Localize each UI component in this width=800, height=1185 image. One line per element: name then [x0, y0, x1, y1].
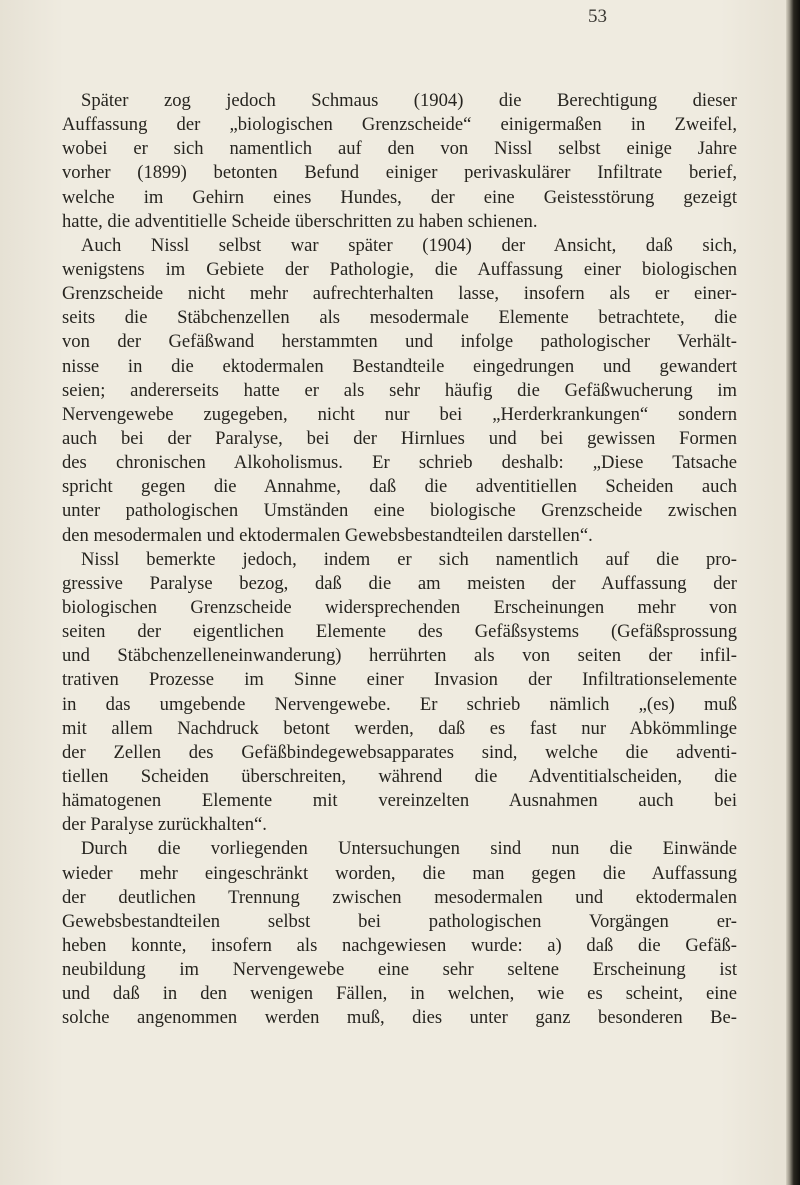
text-line: gressive Paralyse bezog, daß die am meisten der Auffassung der	[62, 572, 737, 594]
text-line: heben konnte, insofern als nachgewiesen wurde: a) daß die Gefäß-	[62, 934, 737, 956]
text-line: des chronischen Alkoholismus. Er schrieb deshalb: „Diese Tatsache	[62, 452, 737, 474]
text-line: Nissl bemerkte jedoch, indem er sich namentlich auf die pro-	[81, 548, 737, 570]
text-line: tiellen Scheiden überschreiten, während die Adventitialscheiden, die	[62, 765, 737, 787]
text-line: Später zog jedoch Schmaus (1904) die Berechtigung dieser	[81, 90, 737, 111]
text-line: und daß in den wenigen Fällen, in welchen, wie es scheint, eine	[62, 983, 737, 1005]
text-line: nisse in die ektodermalen Bestandteile eingedrungen und gewandert	[62, 355, 737, 377]
page-edge-shadow	[786, 0, 800, 1185]
text-line: spricht gegen die Annahme, daß die adventitiellen Scheiden auch	[62, 476, 737, 498]
text-line: solche angenommen werden muß, dies unter ganz besonderen Be-	[62, 1007, 737, 1029]
text-line: den mesodermalen und ektodermalen Gewebsbestandteilen darstellen“.	[62, 524, 593, 546]
text-line: Gewebsbestandteilen selbst bei pathologischen Vorgängen er-	[62, 910, 737, 932]
text-line: welche im Gehirn eines Hundes, der eine Geistesstörung gezeigt	[62, 186, 737, 208]
text-line: der Zellen des Gefäßbindegewebsapparates sind, welche die adventi-	[62, 741, 737, 763]
text-line: Auch Nissl selbst war später (1904) der Ansicht, daß sich,	[81, 234, 737, 256]
text-line: von der Gefäßwand herstammten und infolge pathologischer Verhält-	[62, 331, 737, 353]
text-line: der Paralyse zurückhalten“.	[62, 814, 267, 836]
text-line: Nervengewebe zugegeben, nicht nur bei „Herderkrankungen“ sondern	[62, 403, 737, 425]
text-line: trativen Prozesse im Sinne einer Invasion der Infiltrationselemente	[62, 669, 737, 691]
text-line: unter pathologischen Umständen eine biologische Grenzscheide zwischen	[62, 500, 737, 522]
text-line: seiten der eigentlichen Elemente des Gefäßsystems (Gefäßsprossung	[62, 621, 737, 643]
text-line: wenigstens im Gebiete der Pathologie, die Auffassung einer biologischen	[62, 258, 737, 280]
text-line: wobei er sich namentlich auf den von Nissl selbst einige Jahre	[62, 138, 737, 160]
text-line: auch bei der Paralyse, bei der Hirnlues und bei gewissen Formen	[62, 427, 737, 449]
text-line: seien; andererseits hatte er als sehr häufig die Gefäßwucherung im	[62, 379, 737, 401]
text-line: vorher (1899) betonten Befund einiger perivaskulärer Infiltrate berief,	[62, 162, 737, 184]
text-line: wieder mehr eingeschränkt worden, die man gegen die Auffassung	[62, 862, 737, 884]
text-line: neubildung im Nervengewebe eine sehr seltene Erscheinung ist	[62, 959, 737, 981]
text-line: hämatogenen Elemente mit vereinzelten Ausnahmen auch bei	[62, 790, 737, 812]
text-line: Auffassung der „biologischen Grenzscheide“ einigermaßen in Zweifel,	[62, 114, 737, 136]
text-line: hatte, die adventitielle Scheide überschritten zu haben schienen.	[62, 210, 538, 232]
text-line: seits die Stäbchenzellen als mesodermale Elemente betrachtete, die	[62, 307, 737, 329]
text-line: biologischen Grenzscheide widersprechenden Erscheinungen mehr von	[62, 596, 737, 618]
text-line: Grenzscheide nicht mehr aufrechterhalten lasse, insofern als er einer-	[62, 283, 737, 305]
text-line: mit allem Nachdruck betont werden, daß es fast nur Abkömmlinge	[62, 717, 737, 739]
text-line: Durch die vorliegenden Untersuchungen sind nun die Einwände	[81, 838, 737, 860]
body-text	[62, 89, 737, 1030]
text-line: der deutlichen Trennung zwischen mesodermalen und ektodermalen	[62, 886, 737, 908]
page-number: 53	[588, 6, 607, 27]
text-line: in das umgebende Nervengewebe. Er schrieb nämlich „(es) muß	[62, 693, 737, 715]
text-line: und Stäbchenzelleneinwanderung) herrührten als von seiten der infil-	[62, 645, 737, 667]
